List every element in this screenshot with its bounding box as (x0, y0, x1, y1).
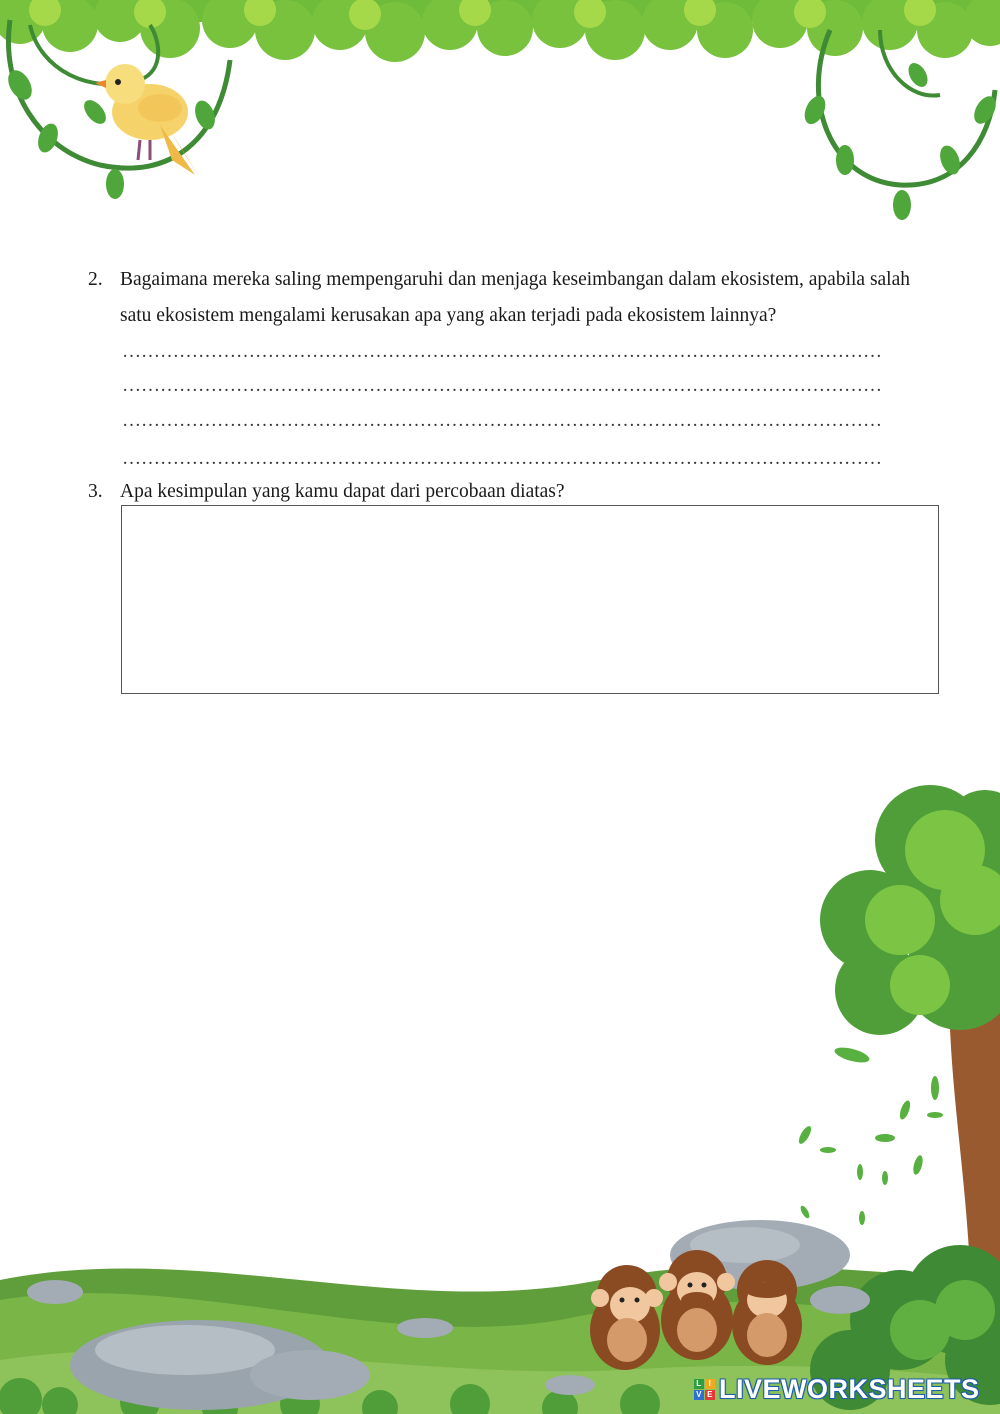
question-2 (88, 262, 948, 334)
logo-letter-e: E (705, 1390, 715, 1400)
liveworksheets-brand (694, 1372, 980, 1406)
question-3-number: 3. (88, 481, 103, 502)
answer-line-1[interactable]: ………………………………………………………………………………………………………… (122, 341, 882, 362)
question-2-text-line-1: Bagaimana mereka saling mempengaruhi dan menjaga keseimbangan dalam ekosistem, apabila salah (120, 269, 911, 290)
logo-letter-l: L (694, 1379, 704, 1389)
question-2-text-line-2: satu ekosistem mengalami kerusakan apa yang akan terjadi pada ekosistem lainnya? (120, 305, 777, 326)
logo-letter-i: I (705, 1379, 715, 1389)
conclusion-answer-box[interactable] (121, 505, 939, 694)
liveworksheets-logo-icon (694, 1379, 715, 1400)
answer-line-4[interactable]: ………………………………………………………………………………………………………… (122, 448, 882, 469)
logo-letter-v: V (694, 1390, 704, 1400)
yellow-bird-icon (95, 64, 200, 178)
answer-line-2[interactable]: ………………………………………………………………………………………………………… (122, 375, 882, 396)
three-monkeys-icon (590, 1250, 802, 1370)
question-3-text: Apa kesimpulan yang kamu dapat dari percobaan diatas? (120, 481, 565, 502)
brand-name: LIVEWORKSHEETS (719, 1373, 980, 1404)
tree-icon (797, 785, 1000, 1270)
question-2-number: 2. (88, 269, 103, 290)
answer-line-3[interactable]: ………………………………………………………………………………………………………… (122, 410, 882, 431)
